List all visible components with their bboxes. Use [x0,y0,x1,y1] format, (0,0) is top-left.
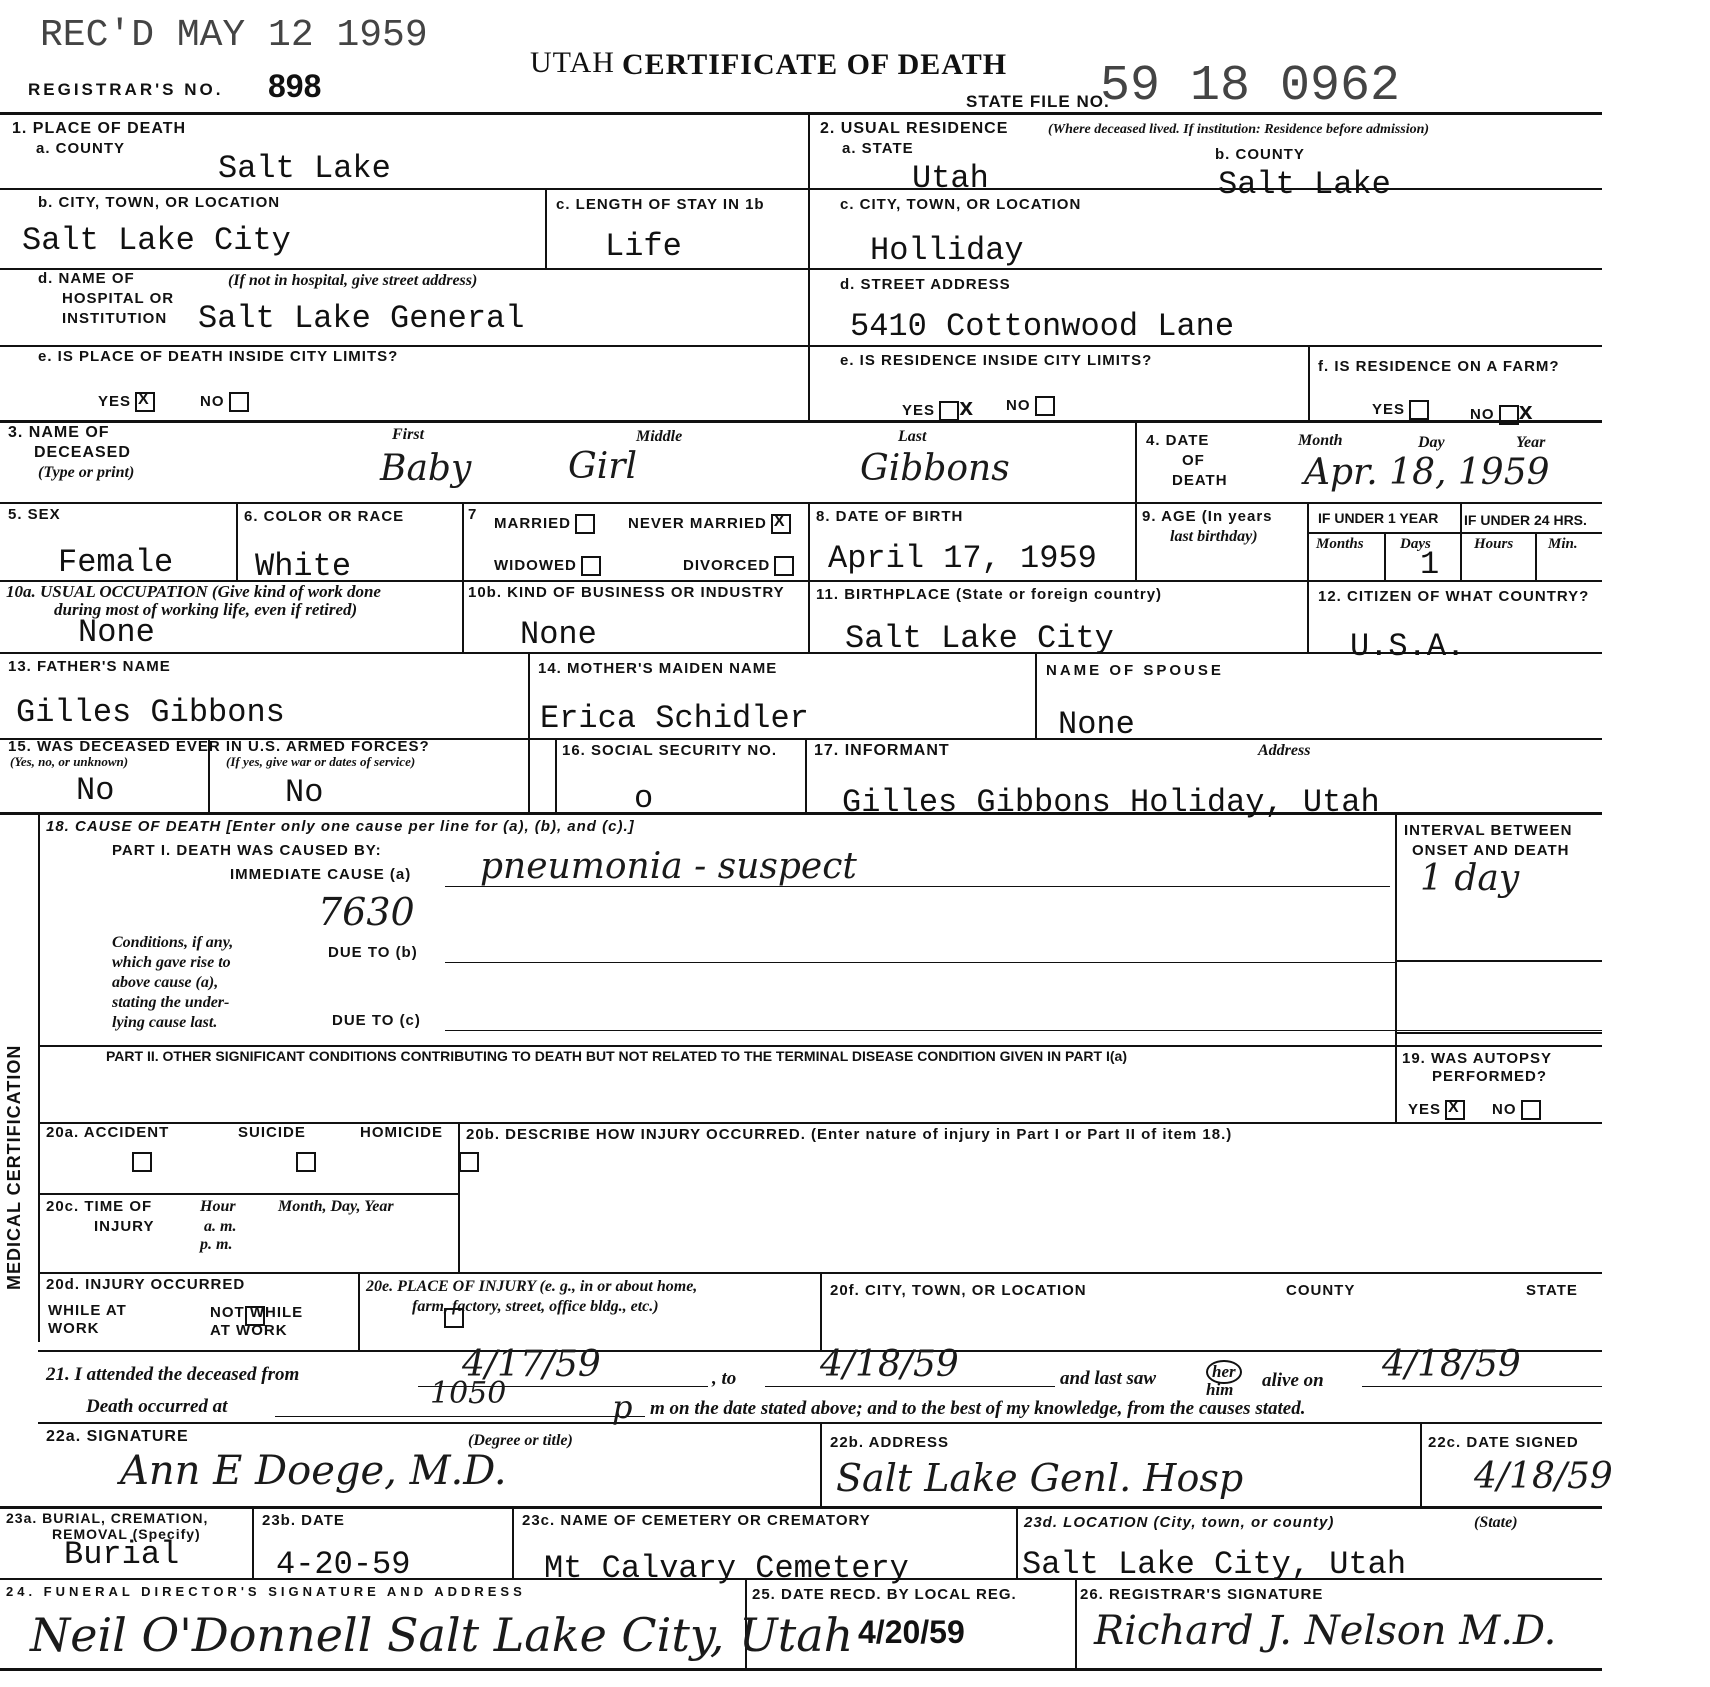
father-label: 13. FATHER'S NAME [8,658,171,675]
part1-label: PART I. DEATH WAS CAUSED BY: [112,842,382,859]
hospital-label-2: HOSPITAL OR [62,290,175,307]
injury-occurred-label: 20d. INJURY OCCURRED [46,1276,246,1293]
underline [765,1386,1055,1387]
father-value: Gilles Gibbons [16,694,285,731]
citizen-label: 12. CITIZEN OF WHAT COUNTRY? [1318,588,1590,605]
accident-label: 20a. ACCIDENT [46,1124,170,1141]
res-state-value: Utah [912,160,989,197]
divider [1308,345,1310,420]
armed-sub-2: (If yes, give war or dates of service) [226,754,416,769]
ssn-value: o [634,780,654,817]
phys-address-label: 22b. ADDRESS [830,1434,949,1451]
hour-label: Hour [200,1198,236,1215]
due-c-label: DUE TO (c) [332,1012,421,1029]
day-label: Day [1418,434,1445,451]
conditions-4: stating the under- [112,994,230,1011]
last-label: Last [898,428,927,445]
hospital-label-3: INSTITUTION [62,310,168,327]
yes-label: YESX [1408,1100,1465,1120]
days-label: Days [1400,536,1431,552]
disposition-label-1: 23a. BURIAL, CREMATION, [6,1510,209,1526]
armed-sub-1: (Yes, no, or unknown) [10,754,129,769]
suicide-checkbox[interactable] [296,1152,316,1172]
widowed-label: WIDOWED [494,556,601,576]
informant-label: 17. INFORMANT [814,742,950,759]
death-time: 1050 [430,1376,507,1411]
alive-label: alive on [1262,1370,1324,1391]
res-inside-yes-checkbox[interactable] [939,401,959,421]
date-death-label-1: 4. DATE [1146,432,1210,449]
divider [1016,1506,1018,1578]
divider [808,502,810,652]
divider [1395,1032,1602,1034]
date-death-label-3: DEATH [1172,472,1228,489]
city-value: Salt Lake City [22,222,291,259]
state-file-number: 59 18 0962 [1100,58,1401,115]
inside-limits-label: e. IS PLACE OF DEATH INSIDE CITY LIMITS? [38,348,399,365]
no-label: NO x [1470,400,1534,427]
cause-label: 18. CAUSE OF DEATH [Enter only one cause per line for (a), (b), and (c).] [46,818,635,835]
date-signed-label: 22c. DATE SIGNED [1428,1434,1579,1451]
date-of-death: Apr. 18, 1959 [1304,452,1550,493]
married-label: MARRIED [494,514,595,534]
while-work-label-2: WORK [48,1320,100,1337]
ssn-label: 16. SOCIAL SECURITY NO. [562,742,777,759]
divider [1384,532,1386,580]
widowed-checkbox[interactable] [581,556,601,576]
not-while-label-1: NOT WHILE [210,1304,304,1321]
accident-checkbox[interactable] [132,1152,152,1172]
divider [38,1045,1602,1047]
no-label: NO [1006,396,1055,416]
divider [1395,812,1397,1122]
divider [1307,532,1602,534]
name-label-1: 3. NAME OF [8,424,110,441]
no-label: NO [1492,1100,1541,1120]
interval-label-1: INTERVAL BETWEEN [1404,822,1573,839]
place-of-death-label: 1. PLACE OF DEATH [12,120,187,137]
sex-value: Female [58,544,174,581]
birthplace-label: 11. BIRTHPLACE (State or foreign country) [816,586,1163,603]
street-value: 5410 Cottonwood Lane [850,308,1235,345]
last-name: Gibbons [860,448,1010,489]
spouse-value: None [1058,706,1135,743]
disposition-value: Burial [64,1536,180,1573]
phys-address: Salt Lake Genl. Hosp [836,1456,1244,1500]
hours-label: Hours [1474,536,1514,552]
divider [528,652,530,812]
address-label: Address [1258,742,1311,759]
city-label: b. CITY, TOWN, OR LOCATION [38,194,281,211]
divider [1307,502,1309,652]
armed-label: 15. WAS DECEASED EVER IN U.S. ARMED FORCES? [8,738,430,755]
autopsy-no-checkbox[interactable] [1521,1100,1541,1120]
pod-inside-yes-checkbox[interactable] [135,392,155,412]
never-married-label: NEVER MARRIEDX [628,514,791,534]
middle-label: Middle [636,428,683,445]
received-label: 25. DATE RECD. BY LOCAL REG. [752,1586,1017,1603]
occupation-label-1: 10a. USUAL OCCUPATION (Give kind of work done [6,582,381,601]
divider [0,420,1602,423]
divider [1535,532,1537,580]
autopsy-label-2: PERFORMED? [1432,1068,1547,1085]
months-label: Months [1316,536,1364,552]
stay-label: c. LENGTH OF STAY IN 1b [556,196,765,213]
month-label: Month [1298,432,1343,449]
divider [38,812,40,1342]
divider [1135,420,1137,580]
interval-value: 1 day [1420,858,1520,899]
occupation-label-2: during most of working life, even if retired) [54,600,358,619]
mother-label: 14. MOTHER'S MAIDEN NAME [538,660,778,677]
underline [445,962,1395,963]
divider [0,502,1602,504]
age-label-1: 9. AGE (In years [1142,508,1273,525]
marital-label: 7 [468,506,478,523]
age-label-2: last birthday) [1170,528,1258,545]
cause-code: 7630 [318,890,415,934]
name-label-2: DECEASED [34,444,131,461]
interval-label-2: ONSET AND DEATH [1412,842,1570,859]
divider [1075,1578,1077,1668]
middle-name: Girl [568,446,637,487]
farm-mark: x [1518,400,1534,427]
received-stamp: REC'D MAY 12 1959 [40,14,428,57]
farm-no-checkbox[interactable] [1499,405,1519,425]
mdy-label: Month, Day, Year [278,1198,394,1215]
divider [0,112,1602,115]
to-label: , to [712,1368,737,1389]
last-saw-label: and last saw [1060,1368,1157,1389]
first-label: First [392,426,425,443]
res-inside-mark: x [959,396,975,423]
location-value: Salt Lake City, Utah [1022,1546,1407,1583]
hospital-label-1: d. NAME OF [38,270,135,287]
part2-label: PART II. OTHER SIGNIFICANT CONDITIONS CONTRIBUTING TO DEATH BUT NOT RELATED TO THE TERMINAL DISEASE CONDITION GIVEN IN PART I(a) [106,1048,1127,1064]
registrar-number: 898 [268,68,322,104]
title-state: UTAH [530,46,615,79]
injury-state-label: STATE [1526,1282,1578,1299]
divider [1035,652,1037,738]
usual-residence-label: 2. USUAL RESIDENCE [820,120,1009,137]
attended-to: 4/18/59 [820,1344,959,1385]
spouse-label: NAME OF SPOUSE [1046,662,1224,679]
burial-date: 4-20-59 [276,1546,411,1583]
underline [1362,1386,1602,1387]
medical-certification-label: MEDICAL CERTIFICATION [4,1044,24,1290]
due-b-label: DUE TO (b) [328,944,418,961]
conditions-3: above cause (a), [112,974,219,991]
res-county-label: b. COUNTY [1215,146,1305,163]
divider [808,112,810,420]
director-signature: Neil O'Donnell Salt Lake City, Utah [30,1608,854,1662]
underline [275,1416,645,1417]
signature-label: 22a. SIGNATURE [46,1428,189,1445]
stay-value: Life [605,228,682,265]
res-inside-no-checkbox[interactable] [1035,396,1055,416]
pm-label: p. m. [200,1236,233,1253]
birthplace-value: Salt Lake City [845,620,1114,657]
hospital-note: (If not in hospital, give street address) [228,272,478,289]
divider [820,1272,822,1350]
death-time-pm: p [612,1388,633,1426]
divider [1460,502,1462,580]
res-county-value: Salt Lake [1218,166,1391,203]
burial-date-label: 23b. DATE [262,1512,345,1529]
usual-residence-note: (Where deceased lived. If institution: Residence before admission) [1048,122,1430,137]
date-signed: 4/18/59 [1474,1456,1613,1497]
autopsy-label-1: 19. WAS AUTOPSY [1402,1050,1553,1067]
armed-war-value: No [285,774,324,811]
while-work-label-1: WHILE AT [48,1302,127,1319]
under-24hrs-label: IF UNDER 24 HRS. [1464,512,1587,528]
time-label-1: 20c. TIME OF [46,1198,153,1215]
yes-label: YES x [902,396,975,423]
divider [358,1272,360,1350]
suicide-label: SUICIDE [238,1124,306,1141]
farm-yes-checkbox[interactable] [1409,400,1429,420]
place-injury-label-2: farm, factory, street, office bldg., etc.) [412,1298,659,1315]
not-while-label-2: AT WORK [210,1322,288,1339]
location-label: 23d. LOCATION (City, town, or county) [1024,1514,1335,1531]
divider [512,1506,514,1578]
injury-county-label: COUNTY [1286,1282,1356,1299]
divider [820,1422,822,1506]
yes-label: YESX [98,392,155,412]
sex-label: 5. SEX [8,506,61,523]
divorced-checkbox[interactable] [774,556,794,576]
received-date: 4/20/59 [858,1614,965,1650]
homicide-label: HOMICIDE [360,1124,443,1141]
married-checkbox[interactable] [575,514,595,534]
cemetery-label: 23c. NAME OF CEMETERY OR CREMATORY [522,1512,871,1529]
registrar-signature-label: 26. REGISTRAR'S SIGNATURE [1080,1586,1324,1603]
divider [805,738,807,812]
divider [0,268,1602,270]
divider [252,1506,254,1578]
divider [0,1668,1602,1671]
pod-inside-no-checkbox[interactable] [229,392,249,412]
state-file-label: STATE FILE NO. [966,92,1110,111]
degree-label: (Degree or title) [468,1432,573,1449]
dob-value: April 17, 1959 [828,540,1097,577]
conditions-1: Conditions, if any, [112,934,234,951]
first-name: Baby [380,448,472,489]
divider [458,1122,460,1272]
place-injury-label-1: 20e. PLACE OF INJURY (e. g., in or about home, [366,1278,698,1295]
occupation-value: None [78,614,155,651]
city-injury-label: 20f. CITY, TOWN, OR LOCATION [830,1282,1087,1299]
age-days-value: 1 [1420,546,1440,583]
immediate-label: IMMEDIATE CAUSE (a) [230,866,412,883]
no-label: NO [200,392,249,412]
cemetery-value: Mt Calvary Cemetery [544,1550,909,1587]
county-label: a. COUNTY [36,140,126,157]
never-married-checkbox[interactable] [771,514,791,534]
yes-label: YES [1372,400,1429,420]
time-label-2: INJURY [94,1218,155,1235]
homicide-checkbox[interactable] [459,1152,479,1172]
disposition-label-2: REMOVAL (Specify) [52,1526,201,1542]
business-label: 10b. KIND OF BUSINESS OR INDUSTRY [468,584,785,601]
street-label: d. STREET ADDRESS [840,276,1011,293]
farm-label: f. IS RESIDENCE ON A FARM? [1318,358,1560,375]
underline [445,1030,1602,1031]
divider [1395,960,1602,962]
statement-label: m on the date stated above; and to the best of my knowledge, from the causes stated. [650,1398,1306,1419]
race-value: White [255,548,352,585]
race-label: 6. COLOR OR RACE [244,508,405,525]
occurred-label: Death occurred at [86,1396,228,1417]
min-label: Min. [1548,536,1578,552]
alive-on: 4/18/59 [1382,1344,1521,1385]
name-label-3: (Type or print) [38,464,135,481]
res-state-label: a. STATE [842,140,914,157]
year-label: Year [1516,434,1546,451]
business-value: None [520,616,597,653]
registrar-signature: Richard J. Nelson M.D. [1094,1608,1557,1654]
am-label: a. m. [204,1218,237,1235]
res-city-label: c. CITY, TOWN, OR LOCATION [840,196,1082,213]
mother-value: Erica Schidler [540,700,809,737]
date-death-label-2: OF [1182,452,1205,469]
attended-label: 21. I attended the deceased from [46,1364,300,1385]
divider [236,502,238,580]
divorced-label: DIVORCED [683,556,794,576]
him-label: him [1206,1380,1234,1399]
divider [38,1193,458,1195]
physician-signature: Ann E Doege, M.D. [120,1448,507,1494]
under-1yr-label: IF UNDER 1 YEAR [1318,510,1439,526]
conditions-2: which gave rise to [112,954,231,971]
dob-label: 8. DATE OF BIRTH [816,508,964,525]
page-title: CERTIFICATE OF DEATH [622,48,1008,81]
divider [545,188,547,268]
autopsy-yes-checkbox[interactable] [1445,1100,1465,1120]
res-inside-limits-label: e. IS RESIDENCE INSIDE CITY LIMITS? [840,352,1153,369]
county-value: Salt Lake [218,150,391,187]
res-city-value: Holliday [870,232,1024,269]
divider [1420,1422,1422,1506]
divider [555,738,557,812]
her-label: her [1206,1360,1242,1384]
immediate-cause: pneumonia - suspect [480,846,857,887]
citizen-value: U.S.A. [1350,628,1466,665]
director-label: 24. FUNERAL DIRECTOR'S SIGNATURE AND ADDRESS [6,1584,526,1599]
registrar-label: REGISTRAR'S NO. [28,80,224,99]
divider [462,502,464,652]
attended-from: 4/17/59 [462,1344,601,1385]
hospital-value: Salt Lake General [198,300,525,337]
divider [0,1506,1602,1509]
location-state-label: (State) [1474,1514,1518,1531]
describe-label: 20b. DESCRIBE HOW INJURY OCCURRED. (Enter nature of injury in Part I or Part II of item 18.) [466,1126,1233,1143]
informant-value: Gilles Gibbons Holiday, Utah [842,784,1380,821]
conditions-5: lying cause last. [112,1014,218,1031]
armed-value: No [76,772,115,809]
divider [0,345,1602,347]
